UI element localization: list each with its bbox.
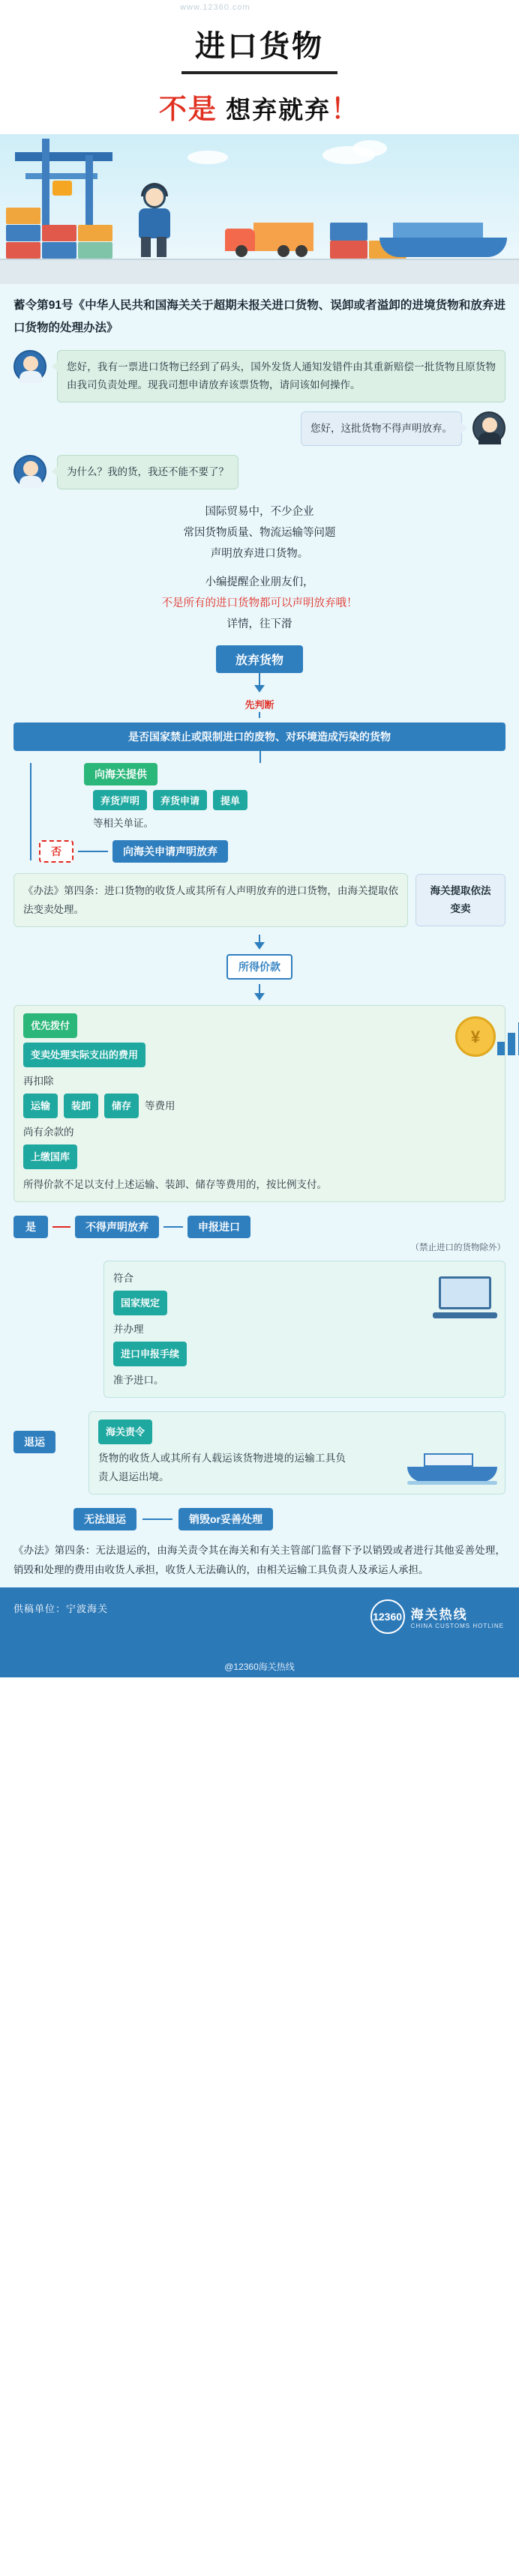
and-handle: 并办理	[113, 1324, 144, 1335]
page-subtitle	[0, 86, 519, 127]
container-box	[42, 242, 76, 259]
proceeds-note: 所得价款不足以支付上述运输、装卸、储存等费用的，按比例支付。	[23, 1179, 327, 1190]
avatar	[472, 411, 506, 444]
declare-note: （禁止进口的货物除外）	[410, 1243, 506, 1252]
subtitle-text: 想弃就弃	[226, 96, 332, 124]
doc-chip-abandon-statement: 弃货声明	[93, 790, 147, 810]
hero-illustration	[0, 134, 519, 284]
customs-dispose-box: 海关提取依法变卖	[416, 874, 506, 926]
brand-logo	[370, 1599, 504, 1634]
return-panel	[88, 1411, 506, 1494]
customs-order-label: 海关责令	[98, 1420, 152, 1444]
no-abandon-label: 不得声明放弃	[75, 1216, 159, 1238]
handle-item: 进口申报手续	[113, 1342, 187, 1366]
intro-note	[14, 501, 506, 635]
priority-item: 变卖处理实际支出的费用	[23, 1043, 146, 1067]
content-body	[0, 284, 519, 1587]
container-box	[78, 225, 112, 241]
apply-abandon-label: 向海关申请声明放弃	[112, 840, 228, 863]
required-docs	[93, 790, 506, 810]
subtitle-emphasis: 不是	[158, 94, 218, 124]
laptop-icon	[433, 1276, 497, 1318]
footer	[0, 1587, 519, 1677]
comply-item: 国家规定	[113, 1291, 167, 1315]
priority-title: 优先拨付	[23, 1013, 77, 1038]
note-line: 详情，往下滑	[226, 618, 292, 630]
condition-box: 是否国家禁止或限制进口的废物、对环境造成污染的货物	[14, 723, 506, 751]
container-box	[78, 242, 112, 259]
dialog-bubble: 您好，我有一票进口货物已经到了码头，国外发货人通知发错件由其重新赔偿一批货物且原货物由我司负责处理。现我司想申请放弃该票货物，请问该如何操作。	[57, 350, 506, 402]
dialog-customer-2	[14, 455, 506, 489]
footer-supplier: 供稿单位：宁波海关	[14, 1603, 109, 1614]
return-text: 货物的收货人或其所有人载运该货物进境的运输工具负责人退运出境。	[98, 1453, 346, 1482]
dialog-officer-1	[14, 411, 506, 446]
ship-illustration	[407, 1446, 497, 1485]
dialog-bubble: 为什么？我的货，我还不能不要了？	[57, 455, 238, 489]
container-box	[42, 225, 76, 241]
bar-chart-icon	[494, 1021, 519, 1055]
article-4-panel: 《办法》第四条：进口货物的收货人或其所有人声明放弃的进口货物，由海关提取依法变卖处理。	[14, 873, 408, 927]
container-box	[6, 225, 40, 241]
note-line: 小编提醒企业朋友们，	[205, 576, 314, 588]
regulation-title: 蓄令第91号《中华人民共和国海关关于超期未报关进口货物、误卸或者溢卸的进境货物和放弃进口货物的处理办法》	[14, 299, 506, 334]
header	[0, 0, 519, 134]
article-4b-text: 《办法》第四条：无法退运的，由海关责令其在海关和有关主管部门监督下予以销毁或者进行其他妥善处理，销毁和处理的费用由收货人承担，收货人无法确认的，由相关运输工具负责人及承运人承担。	[14, 1545, 506, 1575]
watermark-top: www.12360.com	[180, 3, 250, 12]
doc-chip-abandon-application: 弃货申请	[153, 790, 207, 810]
container-box	[6, 242, 40, 259]
note-line: 国际贸易中，不少企业	[205, 506, 314, 518]
deduct-chip-loading: 装卸	[64, 1094, 98, 1118]
comply-title: 符合	[113, 1273, 134, 1284]
deduct-title: 再扣除	[23, 1076, 54, 1087]
cannot-return-label: 无法退运	[74, 1508, 136, 1530]
note-line-highlight: 不是所有的进口货物都可以声明放弃哦！	[161, 597, 358, 609]
flowchart	[14, 641, 506, 1580]
weibo-handle: @12360海关热线	[224, 1662, 295, 1672]
branch-no-label: 否	[39, 840, 74, 863]
page-title: 进口货物	[182, 19, 338, 74]
proceeds-row	[14, 954, 506, 980]
logo-circle: 12360	[370, 1599, 405, 1634]
avatar	[14, 350, 46, 383]
truck-icon	[225, 217, 315, 257]
finance-illustration	[455, 1016, 496, 1057]
surplus-item: 上缴国库	[23, 1144, 77, 1169]
note-line: 常因货物质量、物流运输等问题	[183, 527, 336, 539]
laptop-illustration	[433, 1276, 497, 1318]
return-label: 退运	[14, 1431, 56, 1453]
logo-name: 海关热线	[410, 1608, 468, 1622]
note-line: 声明放弃进口货物。	[210, 548, 309, 560]
dialog-customer-1	[14, 350, 506, 402]
flow-start-label: 放弃货物	[216, 645, 303, 673]
deduct-items	[23, 1094, 496, 1118]
deduct-chip-transport: 运输	[23, 1094, 58, 1118]
comply-panel	[104, 1261, 506, 1398]
avatar	[14, 455, 46, 488]
deduct-tail: 等费用	[145, 1100, 176, 1111]
cloud-icon	[352, 140, 387, 157]
logo-subtitle: CHINA CUSTOMS HOTLINE	[410, 1623, 504, 1629]
destroy-label: 销毁or妥善处理	[178, 1508, 273, 1530]
container-box	[330, 241, 368, 259]
coin-icon: ¥	[455, 1016, 496, 1057]
provide-customs-row	[84, 763, 506, 785]
doc-chip-bill-of-lading: 提单	[213, 790, 248, 810]
docs-tail: 等相关单证。	[93, 818, 154, 829]
container-box	[330, 223, 368, 241]
proceeds-label: 所得价款	[226, 954, 292, 980]
worker-illustration	[131, 186, 184, 257]
subtitle-mark: ！	[331, 94, 361, 124]
first-judge-label: 先判断	[244, 699, 274, 711]
deduct-chip-storage: 储存	[104, 1094, 139, 1118]
boat-icon	[407, 1446, 497, 1485]
flow-start	[14, 645, 506, 673]
ship-icon	[380, 212, 507, 257]
cloud-icon	[188, 151, 228, 164]
proceeds-allocation-panel	[14, 1005, 506, 1202]
allow-import: 准予进口。	[113, 1375, 164, 1386]
provide-customs-label: 向海关提供	[84, 763, 158, 785]
dialog-bubble: 您好，这批货物不得声明放弃。	[301, 411, 462, 446]
first-judge	[14, 697, 506, 712]
branch-yes-label: 是	[14, 1216, 48, 1238]
surplus-title: 尚有余款的	[23, 1126, 74, 1138]
declare-import-label: 申报进口	[188, 1216, 250, 1238]
ground-line	[0, 259, 519, 284]
container-box	[6, 208, 40, 224]
